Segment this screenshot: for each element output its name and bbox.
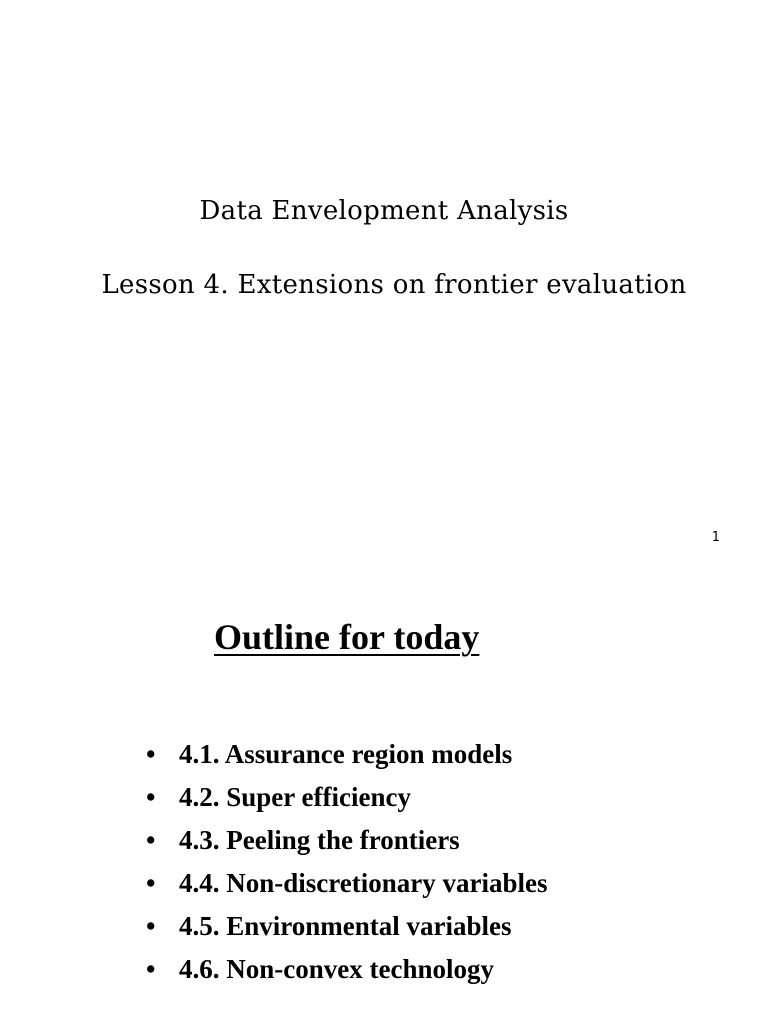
page-number: 1 <box>711 530 720 545</box>
outline-item <box>146 862 547 905</box>
outline-item <box>146 819 547 862</box>
bullet-icon: • <box>146 911 156 941</box>
lesson-subtitle: Lesson 4. Extensions on frontier evaluation <box>101 270 687 300</box>
outline-item-label: 4.3. Peeling the frontiers <box>179 825 460 855</box>
outline-item-label: 4.6. Non-convex technology <box>179 954 494 984</box>
bullet-icon: • <box>146 868 156 898</box>
bullet-icon: • <box>146 782 156 812</box>
bullet-icon: • <box>146 954 156 984</box>
outline-item-label: 4.5. Environmental variables <box>179 911 512 941</box>
outline-heading: Outline for today <box>214 617 480 657</box>
bullet-icon: • <box>146 739 156 769</box>
outline-item <box>146 733 547 776</box>
document-title: Data Envelopment Analysis <box>199 196 569 226</box>
outline-item-label: 4.1. Assurance region models <box>179 739 513 769</box>
outline-item-label: 4.2. Super efficiency <box>179 782 411 812</box>
outline-item-label: 4.4. Non-discretionary variables <box>179 868 548 898</box>
outline-item <box>146 905 547 948</box>
bullet-icon: • <box>146 825 156 855</box>
outline-list <box>146 733 547 991</box>
outline-item <box>146 948 547 991</box>
outline-item <box>146 776 547 819</box>
